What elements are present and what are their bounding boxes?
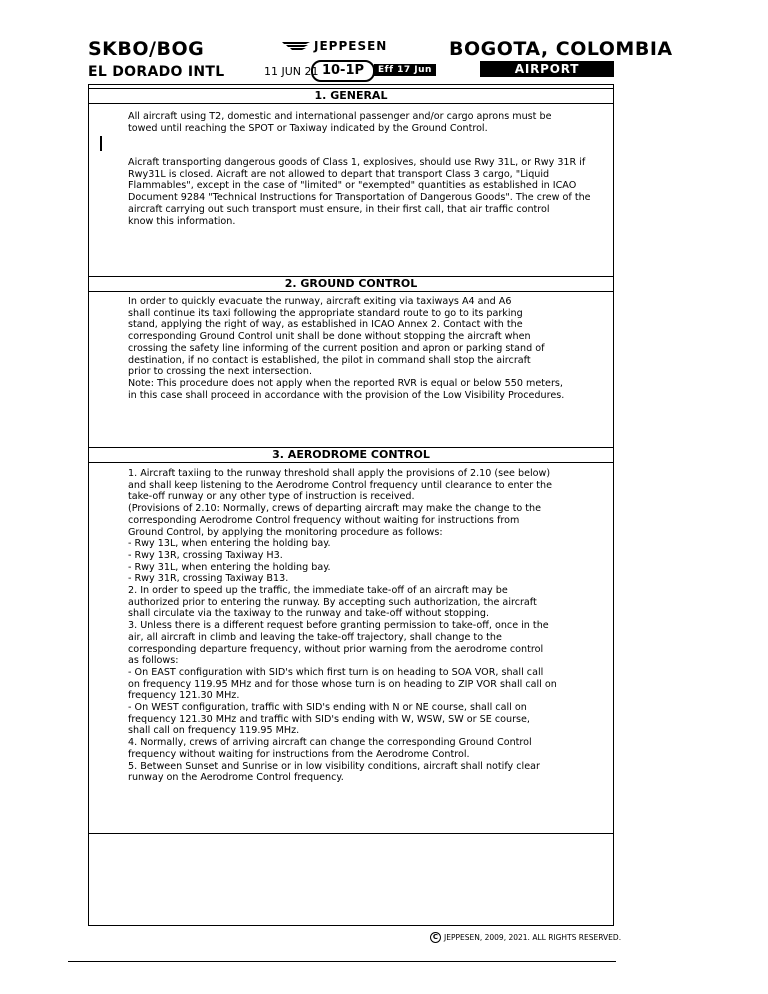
section-general-title: 1. GENERAL	[89, 88, 613, 104]
section-aerodrome-control-body: 1. Aircraft taxiing to the runway threshold shall apply the provisions of 2.10 (see below) and shall keep listening to the Aerodrome Control frequency until clearance to enter the take-off runway or any other type of instruction is received. (Provisions of 2.10: Normally, crews of departing aircraft may make the change to the corresponding Aerodrome Control frequency without waiting for instructions from Ground Control, by applying the monitoring procedure as follows: - Rwy 13L, when entering the holding bay. - Rwy 13R, crossing Taxiway H3. - Rwy 31L, when entering the holding bay. - Rwy 31R, crossing Taxiway B13. 2. In order to speed up the traffic, the immediate take-off of an aircraft may be authorized prior to entering the runway. By accepting such authorization, the aircraft shall circulate via the taxiway to the runway and take-off without stopping. 3. Unless there is a different request before granting permission to take-off, once in the air, all aircraft in climb and leaving the take-off trajectory, shall change to the corresponding departure frequency, without prior warning from the aerodrome control as follows: - On EAST configuration with SID's which first turn is on heading to SOA VOR, shall call on frequency 119.95 MHz and for those whose turn is on heading to ZIP VOR shall call on frequency 121.30 MHz. - On WEST configuration, traffic with SID's ending with N or NE course, shall call on frequency 121.30 MHz and traffic with SID's ending with W, WSW, SW or SE course, shall call on frequency 119.95 MHz. 4. Normally, crews of arriving aircraft can change the corresponding Ground Control frequency without waiting for instructions from the Aerodrome Control. 5. Between Sunset and Sunrise or in low visibility conditions, aircraft shall notify clear runway on the Aerodrome Control frequency.	[128, 468, 557, 784]
copyright-notice	[430, 932, 621, 943]
chart-title: AIRPORT BRIEFING	[480, 61, 614, 77]
section-general-para1: All aircraft using T2, domestic and international passenger and/or cargo aprons must be towed until reaching the SPOT or Taxiway indicated by the Ground Control.	[128, 111, 552, 134]
section-ground-control-body: In order to quickly evacuate the runway, aircraft exiting via taxiways A4 and A6 shall continue its taxi following the appropriate standard route to go to its parking stand, applying the right of way, as established in ICAO Annex 2. Contact with the corresponding Ground Control unit shall be done without stopping the aircraft when crossing the safety line informing of the current position and apron or parking stand of destination, if no contact is established, the pilot in command shall stop the aircraft prior to crossing the next intersection. Note: This procedure does not apply when the reported RVR is equal or below 550 meters, in this case shall proceed in accordance with the provision of the Low Visibility Procedures.	[128, 296, 565, 401]
section-divider	[89, 833, 613, 834]
jeppesen-wing-icon	[282, 41, 310, 51]
footer-rule	[68, 961, 616, 962]
effective-date-badge: Eff 17 Jun	[374, 64, 436, 76]
city-country: BOGOTA, COLOMBIA	[449, 38, 673, 60]
change-bar	[100, 136, 102, 151]
airport-code: SKBO/BOG	[88, 38, 205, 60]
copyright-text: JEPPESEN, 2009, 2021. ALL RIGHTS RESERVED.	[444, 933, 622, 942]
section-aerodrome-control-title: 3. AERODROME CONTROL	[89, 447, 613, 463]
section-ground-control-title: 2. GROUND CONTROL	[89, 276, 613, 292]
section-general-para2: Aicraft transporting dangerous goods of Class 1, explosives, should use Rwy 31L, or Rwy 31R if Rwy31L is closed. Aicraft are not allowed to depart that transport Class 3 cargo, "Liquid Flammables", except in the case of "limited" or "exempted" quantities as established in ICAO Document 9284 "Technical Instructions for Transportation of Dangerous Goods". The crew of the aircraft carrying out such transport must ensure, in their first call, that air traffic control know this information.	[128, 157, 591, 227]
briefing-frame	[88, 84, 614, 926]
chart-date: 11 JUN 21	[264, 65, 319, 78]
publisher-name: JEPPESEN	[314, 39, 388, 53]
publisher-logo	[282, 39, 387, 53]
copyright-icon: C	[430, 932, 441, 943]
airport-name: EL DORADO INTL	[88, 64, 225, 80]
chart-number: 10-1P	[311, 60, 375, 82]
